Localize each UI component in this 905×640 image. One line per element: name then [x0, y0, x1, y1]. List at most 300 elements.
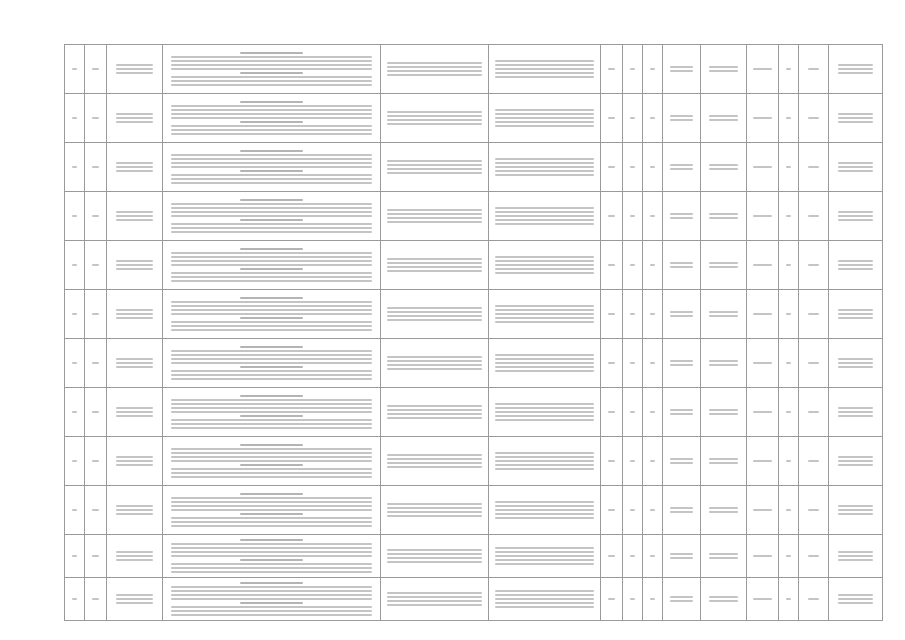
- text-line-placeholder: [495, 354, 595, 356]
- text-line-placeholder: [495, 464, 595, 466]
- text-line-placeholder: [838, 411, 873, 413]
- text-line-placeholder: [387, 70, 483, 72]
- text-line-placeholder: [240, 170, 303, 172]
- row-number-cell: [65, 143, 85, 192]
- text-line-placeholder: [838, 598, 873, 600]
- text-line-placeholder: [786, 68, 792, 70]
- count-cell: [779, 290, 799, 339]
- row-number-cell: [65, 339, 85, 388]
- text-line-placeholder: [171, 456, 371, 458]
- row-subnumber-cell: [85, 486, 107, 535]
- text-line-placeholder: [709, 213, 738, 215]
- text-line-placeholder: [753, 215, 772, 217]
- text-line-placeholder: [116, 555, 153, 557]
- row-number-cell: [65, 437, 85, 486]
- text-line-placeholder: [171, 460, 371, 462]
- date-cell: [799, 143, 829, 192]
- category-cell: [663, 486, 701, 535]
- text-line-placeholder: [72, 509, 78, 511]
- text-line-placeholder: [495, 403, 595, 405]
- text-line-placeholder: [92, 264, 99, 266]
- text-line-placeholder: [240, 199, 303, 201]
- text-line-placeholder: [387, 360, 483, 362]
- text-line-placeholder: [753, 68, 772, 70]
- owner-cell: [829, 94, 883, 143]
- text-line-placeholder: [495, 113, 595, 115]
- text-line-placeholder: [495, 547, 595, 549]
- address-cell: [381, 192, 489, 241]
- text-line-placeholder: [670, 70, 693, 72]
- text-line-placeholder: [753, 460, 772, 462]
- text-line-placeholder: [808, 215, 818, 217]
- text-line-placeholder: [387, 515, 483, 517]
- table-row: [65, 578, 883, 621]
- area-cell: [601, 486, 623, 535]
- text-line-placeholder: [240, 101, 303, 103]
- text-line-placeholder: [171, 517, 371, 519]
- text-line-placeholder: [495, 223, 595, 225]
- address-cell: [381, 535, 489, 578]
- text-line-placeholder: [670, 462, 693, 464]
- text-line-placeholder: [495, 109, 595, 111]
- text-line-placeholder: [387, 66, 483, 68]
- count-cell: [779, 578, 799, 621]
- text-line-placeholder: [387, 596, 483, 598]
- status-cell: [747, 241, 779, 290]
- text-line-placeholder: [387, 168, 483, 170]
- measure-cell: [623, 486, 643, 535]
- text-line-placeholder: [92, 166, 99, 168]
- text-line-placeholder: [171, 505, 371, 507]
- text-line-placeholder: [116, 460, 153, 462]
- text-line-placeholder: [495, 555, 595, 557]
- text-line-placeholder: [240, 366, 303, 368]
- date-cell: [799, 437, 829, 486]
- text-line-placeholder: [495, 125, 595, 127]
- text-line-placeholder: [240, 559, 303, 561]
- text-line-placeholder: [495, 219, 595, 221]
- object-name-cell: [107, 45, 163, 94]
- text-line-placeholder: [495, 594, 595, 596]
- text-line-placeholder: [171, 403, 371, 405]
- text-line-placeholder: [495, 170, 595, 172]
- text-line-placeholder: [709, 507, 738, 509]
- text-line-placeholder: [116, 598, 153, 600]
- text-line-placeholder: [72, 598, 78, 600]
- category-cell: [663, 241, 701, 290]
- row-subnumber-cell: [85, 143, 107, 192]
- area-cell: [601, 339, 623, 388]
- text-line-placeholder: [387, 258, 483, 260]
- text-line-placeholder: [753, 598, 772, 600]
- text-line-placeholder: [838, 551, 873, 553]
- status-cell: [747, 192, 779, 241]
- text-line-placeholder: [838, 264, 873, 266]
- description-cell: [163, 290, 381, 339]
- text-line-placeholder: [838, 313, 873, 315]
- text-line-placeholder: [171, 567, 371, 569]
- text-line-placeholder: [709, 262, 738, 264]
- text-line-placeholder: [630, 460, 636, 462]
- measure-cell: [643, 143, 663, 192]
- text-line-placeholder: [630, 215, 636, 217]
- text-line-placeholder: [630, 362, 636, 364]
- row-subnumber-cell: [85, 578, 107, 621]
- text-line-placeholder: [838, 602, 873, 604]
- row-subnumber-cell: [85, 290, 107, 339]
- text-line-placeholder: [387, 466, 483, 468]
- count-cell: [779, 94, 799, 143]
- text-line-placeholder: [838, 505, 873, 507]
- address-cell: [381, 578, 489, 621]
- owner-cell: [829, 339, 883, 388]
- text-line-placeholder: [116, 551, 153, 553]
- text-line-placeholder: [630, 166, 636, 168]
- text-line-placeholder: [670, 553, 693, 555]
- text-line-placeholder: [786, 555, 792, 557]
- text-line-placeholder: [387, 164, 483, 166]
- text-line-placeholder: [838, 68, 873, 70]
- detail-cell: [489, 339, 601, 388]
- text-line-placeholder: [72, 68, 78, 70]
- row-subnumber-cell: [85, 535, 107, 578]
- text-line-placeholder: [670, 266, 693, 268]
- text-line-placeholder: [495, 517, 595, 519]
- text-line-placeholder: [838, 555, 873, 557]
- area-cell: [601, 94, 623, 143]
- text-line-placeholder: [670, 168, 693, 170]
- area-cell: [601, 45, 623, 94]
- object-name-cell: [107, 486, 163, 535]
- text-line-placeholder: [387, 417, 483, 419]
- type-cell: [701, 241, 747, 290]
- text-line-placeholder: [838, 366, 873, 368]
- text-line-placeholder: [171, 521, 371, 523]
- text-line-placeholder: [116, 362, 153, 364]
- text-line-placeholder: [240, 297, 303, 299]
- text-line-placeholder: [92, 460, 99, 462]
- text-line-placeholder: [240, 539, 303, 541]
- text-line-placeholder: [650, 68, 656, 70]
- text-line-placeholder: [495, 551, 595, 553]
- text-line-placeholder: [387, 356, 483, 358]
- text-line-placeholder: [495, 362, 595, 364]
- measure-cell: [643, 192, 663, 241]
- text-line-placeholder: [608, 460, 615, 462]
- text-line-placeholder: [171, 378, 371, 380]
- register-table: [64, 44, 883, 621]
- detail-cell: [489, 437, 601, 486]
- object-name-cell: [107, 94, 163, 143]
- text-line-placeholder: [116, 509, 153, 511]
- text-line-placeholder: [608, 313, 615, 315]
- detail-cell: [489, 241, 601, 290]
- text-line-placeholder: [240, 72, 303, 74]
- count-cell: [779, 486, 799, 535]
- text-line-placeholder: [116, 117, 153, 119]
- text-line-placeholder: [495, 162, 595, 164]
- text-line-placeholder: [171, 472, 371, 474]
- text-line-placeholder: [387, 311, 483, 313]
- text-line-placeholder: [171, 598, 371, 600]
- text-line-placeholder: [387, 115, 483, 117]
- text-line-placeholder: [240, 602, 303, 604]
- text-line-placeholder: [786, 509, 792, 511]
- text-line-placeholder: [171, 468, 371, 470]
- text-line-placeholder: [171, 606, 371, 608]
- text-line-placeholder: [670, 315, 693, 317]
- object-name-cell: [107, 143, 163, 192]
- object-name-cell: [107, 437, 163, 486]
- address-cell: [381, 388, 489, 437]
- category-cell: [663, 535, 701, 578]
- text-line-placeholder: [171, 109, 371, 111]
- description-cell: [163, 45, 381, 94]
- text-line-placeholder: [495, 358, 595, 360]
- category-cell: [663, 578, 701, 621]
- text-line-placeholder: [495, 272, 595, 274]
- status-cell: [747, 437, 779, 486]
- row-number-cell: [65, 45, 85, 94]
- measure-cell: [623, 535, 643, 578]
- text-line-placeholder: [650, 117, 656, 119]
- text-line-placeholder: [786, 362, 792, 364]
- table-row: [65, 388, 883, 437]
- text-line-placeholder: [495, 513, 595, 515]
- category-cell: [663, 192, 701, 241]
- text-line-placeholder: [495, 606, 595, 608]
- text-line-placeholder: [171, 280, 371, 282]
- status-cell: [747, 388, 779, 437]
- category-cell: [663, 339, 701, 388]
- text-line-placeholder: [709, 360, 738, 362]
- description-cell: [163, 192, 381, 241]
- text-line-placeholder: [709, 66, 738, 68]
- text-line-placeholder: [171, 374, 371, 376]
- text-line-placeholder: [171, 509, 371, 511]
- text-line-placeholder: [240, 150, 303, 152]
- object-name-cell: [107, 339, 163, 388]
- text-line-placeholder: [240, 121, 303, 123]
- text-line-placeholder: [838, 170, 873, 172]
- detail-cell: [489, 578, 601, 621]
- text-line-placeholder: [387, 592, 483, 594]
- text-line-placeholder: [387, 74, 483, 76]
- text-line-placeholder: [72, 264, 78, 266]
- text-line-placeholder: [171, 525, 371, 527]
- count-cell: [779, 241, 799, 290]
- text-line-placeholder: [387, 221, 483, 223]
- table-row: [65, 143, 883, 192]
- table-row: [65, 241, 883, 290]
- text-line-placeholder: [171, 56, 371, 58]
- text-line-placeholder: [116, 64, 153, 66]
- text-line-placeholder: [171, 407, 371, 409]
- text-line-placeholder: [92, 313, 99, 315]
- text-line-placeholder: [171, 423, 371, 425]
- text-line-placeholder: [240, 248, 303, 250]
- address-cell: [381, 437, 489, 486]
- text-line-placeholder: [786, 166, 792, 168]
- area-cell: [601, 578, 623, 621]
- detail-cell: [489, 94, 601, 143]
- text-line-placeholder: [495, 415, 595, 417]
- text-line-placeholder: [387, 405, 483, 407]
- row-number-cell: [65, 192, 85, 241]
- text-line-placeholder: [709, 413, 738, 415]
- text-line-placeholder: [709, 409, 738, 411]
- text-line-placeholder: [387, 454, 483, 456]
- address-cell: [381, 290, 489, 339]
- text-line-placeholder: [171, 231, 371, 233]
- text-line-placeholder: [92, 68, 99, 70]
- text-line-placeholder: [786, 411, 792, 413]
- text-line-placeholder: [608, 117, 615, 119]
- text-line-placeholder: [608, 555, 615, 557]
- text-line-placeholder: [650, 362, 656, 364]
- count-cell: [779, 437, 799, 486]
- text-line-placeholder: [116, 170, 153, 172]
- text-line-placeholder: [650, 555, 656, 557]
- text-line-placeholder: [670, 66, 693, 68]
- status-cell: [747, 339, 779, 388]
- text-line-placeholder: [240, 582, 303, 584]
- text-line-placeholder: [495, 256, 595, 258]
- text-line-placeholder: [495, 501, 595, 503]
- text-line-placeholder: [92, 411, 99, 413]
- text-line-placeholder: [171, 551, 371, 553]
- type-cell: [701, 290, 747, 339]
- text-line-placeholder: [171, 60, 371, 62]
- detail-cell: [489, 486, 601, 535]
- text-line-placeholder: [808, 509, 818, 511]
- status-cell: [747, 578, 779, 621]
- text-line-placeholder: [171, 313, 371, 315]
- text-line-placeholder: [608, 411, 615, 413]
- detail-cell: [489, 192, 601, 241]
- text-line-placeholder: [495, 452, 595, 454]
- text-line-placeholder: [808, 313, 818, 315]
- text-line-placeholder: [838, 211, 873, 213]
- address-cell: [381, 94, 489, 143]
- text-line-placeholder: [171, 227, 371, 229]
- text-line-placeholder: [387, 270, 483, 272]
- text-line-placeholder: [171, 452, 371, 454]
- measure-cell: [623, 437, 643, 486]
- text-line-placeholder: [786, 215, 792, 217]
- text-line-placeholder: [838, 358, 873, 360]
- text-line-placeholder: [171, 276, 371, 278]
- text-line-placeholder: [72, 362, 78, 364]
- text-line-placeholder: [808, 117, 818, 119]
- text-line-placeholder: [808, 362, 818, 364]
- text-line-placeholder: [495, 456, 595, 458]
- description-cell: [163, 339, 381, 388]
- text-line-placeholder: [495, 309, 595, 311]
- text-line-placeholder: [387, 511, 483, 513]
- address-cell: [381, 241, 489, 290]
- table-row: [65, 437, 883, 486]
- text-line-placeholder: [171, 264, 371, 266]
- text-line-placeholder: [387, 160, 483, 162]
- measure-cell: [643, 486, 663, 535]
- text-line-placeholder: [650, 509, 656, 511]
- status-cell: [747, 143, 779, 192]
- count-cell: [779, 388, 799, 437]
- text-line-placeholder: [116, 72, 153, 74]
- text-line-placeholder: [838, 559, 873, 561]
- text-line-placeholder: [171, 594, 371, 596]
- row-number-cell: [65, 241, 85, 290]
- text-line-placeholder: [116, 594, 153, 596]
- category-cell: [663, 437, 701, 486]
- object-name-cell: [107, 192, 163, 241]
- type-cell: [701, 388, 747, 437]
- row-subnumber-cell: [85, 437, 107, 486]
- text-line-placeholder: [495, 211, 595, 213]
- text-line-placeholder: [495, 260, 595, 262]
- measure-cell: [643, 535, 663, 578]
- text-line-placeholder: [116, 219, 153, 221]
- text-line-placeholder: [116, 366, 153, 368]
- address-cell: [381, 45, 489, 94]
- type-cell: [701, 535, 747, 578]
- text-line-placeholder: [786, 460, 792, 462]
- area-cell: [601, 437, 623, 486]
- register-table-body: [65, 45, 883, 621]
- text-line-placeholder: [387, 409, 483, 411]
- text-line-placeholder: [387, 413, 483, 415]
- text-line-placeholder: [387, 119, 483, 121]
- text-line-placeholder: [709, 168, 738, 170]
- text-line-placeholder: [171, 543, 371, 545]
- owner-cell: [829, 192, 883, 241]
- row-subnumber-cell: [85, 241, 107, 290]
- text-line-placeholder: [838, 268, 873, 270]
- text-line-placeholder: [495, 166, 595, 168]
- object-name-cell: [107, 535, 163, 578]
- text-line-placeholder: [171, 203, 371, 205]
- text-line-placeholder: [387, 172, 483, 174]
- text-line-placeholder: [838, 509, 873, 511]
- text-line-placeholder: [387, 209, 483, 211]
- text-line-placeholder: [838, 317, 873, 319]
- text-line-placeholder: [387, 262, 483, 264]
- text-line-placeholder: [171, 497, 371, 499]
- date-cell: [799, 290, 829, 339]
- owner-cell: [829, 241, 883, 290]
- text-line-placeholder: [171, 260, 371, 262]
- text-line-placeholder: [171, 105, 371, 107]
- text-line-placeholder: [495, 68, 595, 70]
- text-line-placeholder: [650, 313, 656, 315]
- text-line-placeholder: [753, 313, 772, 315]
- text-line-placeholder: [709, 553, 738, 555]
- table-row: [65, 486, 883, 535]
- text-line-placeholder: [116, 268, 153, 270]
- text-line-placeholder: [116, 121, 153, 123]
- measure-cell: [643, 437, 663, 486]
- status-cell: [747, 45, 779, 94]
- text-line-placeholder: [838, 64, 873, 66]
- count-cell: [779, 143, 799, 192]
- text-line-placeholder: [171, 321, 371, 323]
- text-line-placeholder: [608, 166, 615, 168]
- description-cell: [163, 241, 381, 290]
- text-line-placeholder: [72, 215, 78, 217]
- text-line-placeholder: [171, 80, 371, 82]
- text-line-placeholder: [670, 262, 693, 264]
